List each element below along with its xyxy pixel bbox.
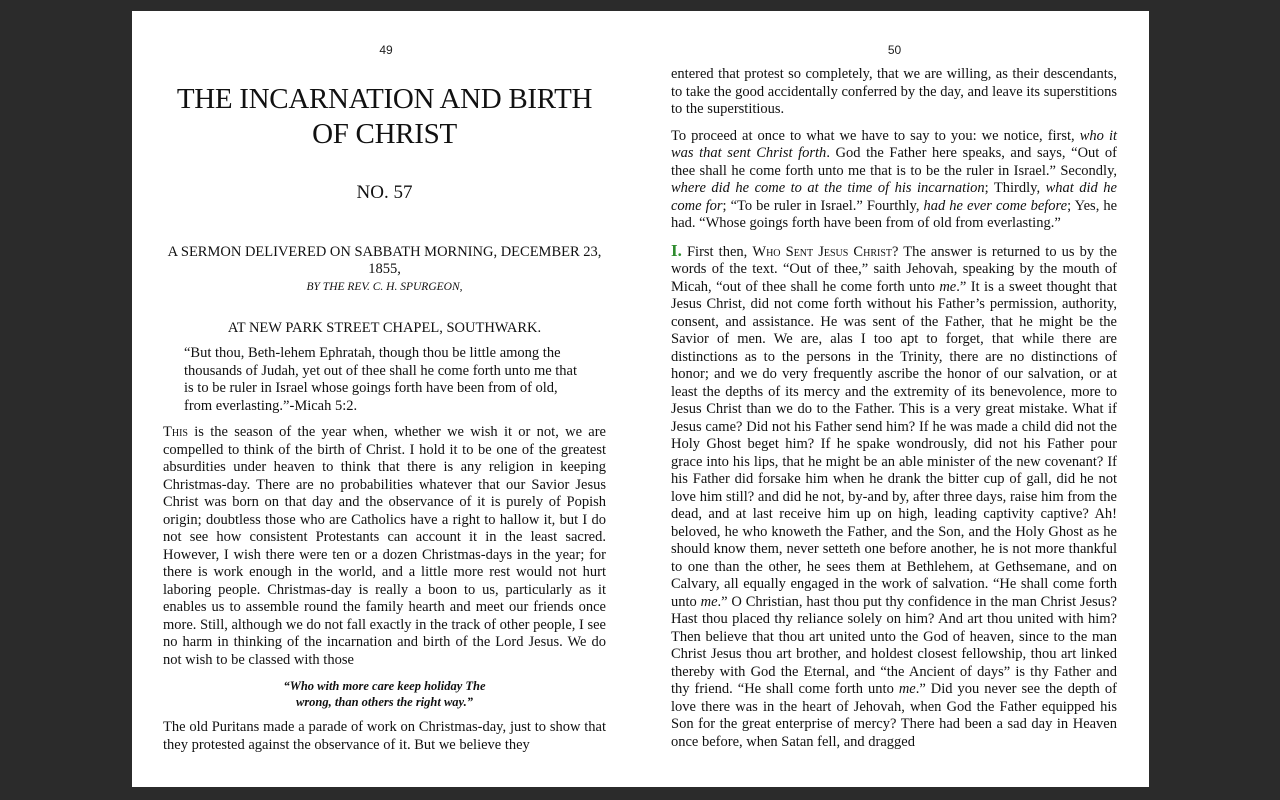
italic-run: me xyxy=(898,681,916,697)
body-paragraph: entered that protest so completely, that we are willing, as their descendants, to take the good accidentally conferred by the day, and leave its superstitions to the superstitious. xyxy=(671,66,1117,117)
body-paragraph: The old Puritans made a parade of work on Christmas-day, just to show that they protested against the observance of it. But we believe they xyxy=(163,719,606,753)
paragraph-text: is the season of the year when, whether we wish it or not, we are compelled to think of the birth of Christ. I hold it to be one of the greatest absurdities under heaven to think that there is any religion in keeping Christmas-day. There are no probabilities whatever that our Savior Jesus Christ was born on that day and the observance of it is purely of Popish origin; doubtless those who are Catholics have a right to hallow it, but I do not see how consistent Protestants can account it in the least sacred. However, I wish there were ten or a dozen Christmas-days in the year; for there is work enough in the world, and a little more rest would not hurt laboring people. Christmas-day is really a boon to us, particularly as it enables us to assemble round the family hearth and meet our friends once more. Still, although we do not fall exactly in the track of other people, I see no harm in thinking of the incarnation and birth of the Lord Jesus. We do not wish to be classed with those xyxy=(163,424,606,668)
poem-quote xyxy=(163,678,606,710)
text-run: . God the Father here speaks, and says, “Out of thee shall he come forth unto me that is to be the ruler in Israel.” Secondly, xyxy=(671,145,1117,179)
poem-line: wrong, than others the right way.” xyxy=(295,695,473,709)
page-number-left: 49 xyxy=(379,43,393,57)
italic-run: had he ever come before xyxy=(923,197,1068,214)
section-paragraph xyxy=(671,242,1117,752)
italic-run: who it was that sent Christ forth xyxy=(671,127,1117,161)
left-column xyxy=(163,82,606,754)
text-run: .” Did you never see the depth of love there was in the heart of Jehovah, when God the Father equipped his Son for the great enterprise of mercy? There had been a sad day in Heaven once before, when Satan fell, and dragged xyxy=(671,681,1117,750)
sermon-title: THE INCARNATION AND BIRTH OF CHRIST xyxy=(176,83,593,150)
document-spread xyxy=(132,11,1149,787)
drop-lead-word: This xyxy=(163,424,188,440)
italic-run: me xyxy=(700,593,718,610)
text-run: .” It is a sweet thought that Jesus Christ, did not come forth without his Father’s permission, authority, consent, and assistance. He was sent of the Father, that he might be the Savior of men. We are, alas I too apt to forget, that while there are distinctions as to the persons in the Trinity, there are no distinctions of honor; and we do very frequently ascribe the honor of our salvation, or at least the depths of its mercy and the extremity of its benevolence, more to Jesus Christ than we do to the Father. This is a very great mistake. What if Jesus came? Did not his Father send him? If he was made a child did not the Holy Ghost beget him? If he spake wondrously, did not his Father pour grace into his lips, that he might be an able minister of the new covenant? If his Father did forsake him when he drank the bitter cup of gall, did he not love him still? and did he not, by-and by, after three days, raise him from the dead, and at last receive him up on high, leading captivity captive? Ah! beloved, he who knoweth the Father, and the Son, and the Holy Ghost as he should know them, never setteth one before another, he is not more thankful to one than the other, he sees them at Bethlehem, at Gethsemane, and on Calvary, all equally engaged in the work of salvation. “He shall come forth unto xyxy=(671,278,1117,610)
left-page xyxy=(132,11,640,787)
body-paragraph xyxy=(163,424,606,669)
delivery-line: A SERMON DELIVERED ON SABBATH MORNING, DECEMBER 23, 1855, xyxy=(167,244,602,277)
text-run: ; Yes, he had. “Whose goings forth have been from of old from everlasting.” xyxy=(671,197,1118,231)
sermon-number: NO. 57 xyxy=(356,182,413,203)
text-run: ? The answer is returned to us by the words of the text. “Out of thee,” saith Jehovah, speaking by the mouth of Micah, “out of thee shall he come forth unto xyxy=(671,243,1117,295)
text-run: First then, xyxy=(681,243,753,260)
poem-line: “Who with more care keep holiday The xyxy=(283,679,486,693)
text-run: .” O Christian, hast thou put thy confidence in the man Christ Jesus? Hast thou placed thy reliance solely on him? And art thou united with him? Then believe that thou art united unto the God of heaven, since to the man Christ Jesus thou art brother, and holdest closest fellowship, thou art linked thereby with God the Eternal, and “the Ancient of days” is thy Father and thy friend. “He shall come forth unto xyxy=(671,593,1117,697)
scripture-epigraph: “But thou, Beth-lehem Ephratah, though thou be little among the thousands of Judah, yet out of thee shall he come forth unto me that is to be ruler in Israel whose goings forth have been from of old, from everlasting.”-Micah 5:2. xyxy=(184,345,578,414)
author-byline: BY THE REV. C. H. SPURGEON, xyxy=(306,281,463,293)
page-number-right: 50 xyxy=(887,43,902,57)
right-column xyxy=(671,66,1117,751)
italic-run: me xyxy=(939,278,957,295)
chapel-line: AT NEW PARK STREET CHAPEL, SOUTHWARK. xyxy=(227,320,542,336)
section-numeral: I. xyxy=(671,240,682,260)
text-run: ; Thirdly, xyxy=(984,180,1046,196)
italic-run: what did he come for xyxy=(671,180,1117,214)
text-run: ; “To be ruler in Israel.” Fourthly, xyxy=(722,197,924,214)
body-paragraph xyxy=(671,128,1117,233)
right-page xyxy=(640,11,1149,787)
italic-run: where did he come to at the time of his incarnation xyxy=(671,180,985,196)
text-run: To proceed at once to what we have to say to you: we notice, first, xyxy=(671,127,1080,144)
section-heading: Who Sent Jesus Christ xyxy=(752,243,892,260)
